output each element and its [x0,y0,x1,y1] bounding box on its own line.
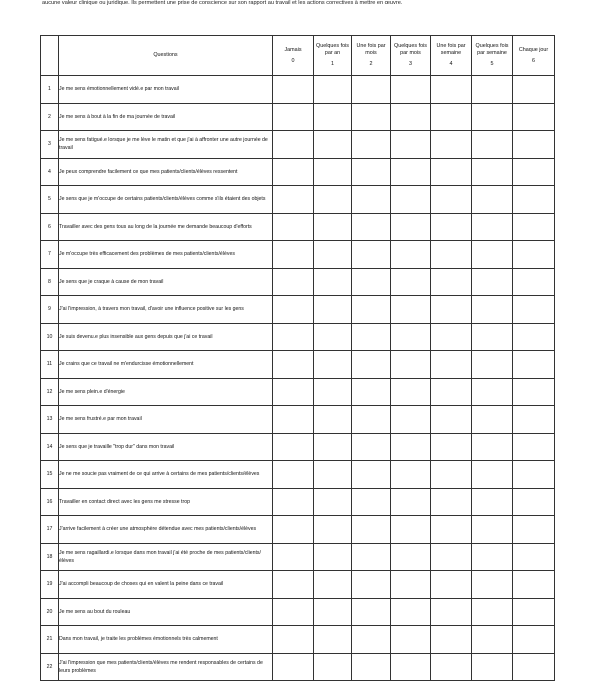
header-col-label: Quelques fois par an [316,43,349,56]
answer-cell[interactable] [352,296,391,324]
answer-cell[interactable] [352,378,391,406]
answer-cell[interactable] [513,598,555,626]
answer-cell[interactable] [352,516,391,544]
answer-cell[interactable] [273,626,314,654]
row-number: 17 [41,516,59,544]
question-text: Je me sens au bout du rouleau [59,598,273,626]
question-text: Dans mon travail, je traite les problèmes émotionnels très calmement [59,626,273,654]
answer-cell[interactable] [472,158,513,186]
answer-cell[interactable] [391,653,431,681]
answer-cell[interactable] [431,76,472,104]
table-row [41,296,555,324]
answer-cell[interactable] [273,213,314,241]
answer-cell[interactable] [513,406,555,434]
table-row [41,626,555,654]
answer-cell[interactable] [273,186,314,214]
answer-cell[interactable] [352,213,391,241]
answer-cell[interactable] [391,213,431,241]
row-number: 10 [41,323,59,351]
answer-cell[interactable] [513,296,555,324]
answer-cell[interactable] [431,158,472,186]
answer-cell[interactable] [314,131,352,159]
answer-cell[interactable] [273,543,314,571]
answer-cell[interactable] [314,488,352,516]
table-row [41,516,555,544]
answer-cell[interactable] [431,598,472,626]
answer-cell[interactable] [314,103,352,131]
answer-cell[interactable] [352,598,391,626]
table-row [41,433,555,461]
answer-cell[interactable] [314,268,352,296]
header-col-value: 3 [409,61,412,67]
answer-cell[interactable] [472,461,513,489]
answer-cell[interactable] [273,433,314,461]
answer-cell[interactable] [472,131,513,159]
answer-cell[interactable] [472,488,513,516]
question-text: Je me sens plein.e d'énergie [59,378,273,406]
row-number: 20 [41,598,59,626]
answer-cell[interactable] [513,626,555,654]
answer-cell[interactable] [431,131,472,159]
answer-cell[interactable] [352,406,391,434]
answer-cell[interactable] [513,653,555,681]
answer-cell[interactable] [431,543,472,571]
answer-cell[interactable] [431,461,472,489]
answer-cell[interactable] [314,461,352,489]
header-col-value: 4 [449,61,453,67]
answer-cell[interactable] [314,323,352,351]
answer-cell[interactable] [391,351,431,379]
answer-cell[interactable] [431,653,472,681]
answer-cell[interactable] [314,378,352,406]
header-col-5 [472,36,513,76]
answer-cell[interactable] [273,351,314,379]
answer-cell[interactable] [513,571,555,599]
answer-cell[interactable] [314,433,352,461]
answer-cell[interactable] [352,433,391,461]
answer-cell[interactable] [472,598,513,626]
table-row [41,268,555,296]
answer-cell[interactable] [314,543,352,571]
header-col-label: Une fois par semaine [436,43,466,56]
answer-cell[interactable] [391,76,431,104]
answer-cell[interactable] [513,241,555,269]
row-number: 9 [41,296,59,324]
answer-cell[interactable] [352,103,391,131]
question-text: Je sens que je m'occupe de certains patients/clients/élèves comme s'ils étaient des objets [59,186,273,214]
answer-cell[interactable] [431,296,472,324]
answer-cell[interactable] [314,213,352,241]
answer-cell[interactable] [273,103,314,131]
answer-cell[interactable] [472,213,513,241]
question-text: J'ai l'impression que mes patients/clients/élèves me rendent responsables de certains de leurs problèmes [59,653,273,681]
row-number: 14 [41,433,59,461]
header-col-1 [314,36,352,76]
header-col-value: 6 [532,57,535,64]
answer-cell[interactable] [352,488,391,516]
answer-cell[interactable] [273,76,314,104]
answer-cell[interactable] [431,213,472,241]
answer-cell[interactable] [314,516,352,544]
answer-cell[interactable] [391,268,431,296]
answer-cell[interactable] [513,186,555,214]
answer-cell[interactable] [352,241,391,269]
answer-cell[interactable] [431,186,472,214]
table-row [41,323,555,351]
answer-cell[interactable] [431,351,472,379]
header-col-value: 0 [291,57,295,64]
answer-cell[interactable] [513,351,555,379]
header-col-label: Une fois par mois [356,43,386,56]
answer-cell[interactable] [391,543,431,571]
question-text: J'ai accompli beaucoup de choses qui en valent la peine dans ce travail [59,571,273,599]
answer-cell[interactable] [431,323,472,351]
row-number: 18 [41,543,59,571]
survey-table [40,35,555,681]
row-number: 6 [41,213,59,241]
answer-cell[interactable] [273,158,314,186]
question-text: Je peux comprendre facilement ce que mes patients/clients/élèves ressentent [59,158,273,186]
row-number: 21 [41,626,59,654]
question-text: Travailler avec des gens tous au long de la journée me demande beaucoup d'efforts [59,213,273,241]
answer-cell[interactable] [513,103,555,131]
answer-cell[interactable] [273,653,314,681]
answer-cell[interactable] [314,598,352,626]
answer-cell[interactable] [472,103,513,131]
answer-cell[interactable] [273,131,314,159]
question-text: J'arrive facilement à créer une atmosphère détendue avec mes patients/clients/élèves [59,516,273,544]
answer-cell[interactable] [352,186,391,214]
answer-cell[interactable] [431,488,472,516]
answer-cell[interactable] [431,241,472,269]
header-num-cell [41,36,59,76]
answer-cell[interactable] [513,378,555,406]
question-text: Je me sens frustré.e par mon travail [59,406,273,434]
answer-cell[interactable] [391,296,431,324]
answer-cell[interactable] [472,406,513,434]
answer-cell[interactable] [472,571,513,599]
row-number: 15 [41,461,59,489]
answer-cell[interactable] [472,268,513,296]
row-number: 7 [41,241,59,269]
row-number: 8 [41,268,59,296]
row-number: 19 [41,571,59,599]
answer-cell[interactable] [314,186,352,214]
header-col-label: Quelques fois par semaine [475,43,509,56]
answer-cell[interactable] [273,516,314,544]
answer-cell[interactable] [472,351,513,379]
table-row [41,76,555,104]
answer-cell[interactable] [513,268,555,296]
answer-cell[interactable] [352,323,391,351]
question-text: Je ne me soucie pas vraiment de ce qui arrive à certains de mes patients/clients/élèves [59,461,273,489]
question-text: Travailler en contact direct avec les gens me stresse trop [59,488,273,516]
question-text: Je suis devenu.e plus insensible aux gens depuis que j'ai ce travail [59,323,273,351]
answer-cell[interactable] [391,571,431,599]
answer-cell[interactable] [513,516,555,544]
question-text: Je me sens à bout à la fin de ma journée de travail [59,103,273,131]
answer-cell[interactable] [472,378,513,406]
answer-cell[interactable] [391,406,431,434]
intro-text: aucune valeur clinique ou juridique. Ils permettent une prise de conscience sur son rapport au travail et les actions correctives à mettre en œuvre. [42,0,403,6]
answer-cell[interactable] [472,76,513,104]
answer-cell[interactable] [431,433,472,461]
answer-cell[interactable] [391,516,431,544]
question-text: Je crains que ce travail ne m'endurcisse émotionnellement [59,351,273,379]
answer-cell[interactable] [391,598,431,626]
table-row [41,158,555,186]
table-row [41,213,555,241]
header-col-label: Jamais [284,46,302,53]
answer-cell[interactable] [391,103,431,131]
answer-cell[interactable] [352,653,391,681]
answer-cell[interactable] [352,626,391,654]
answer-cell[interactable] [391,186,431,214]
answer-cell[interactable] [513,213,555,241]
answer-cell[interactable] [273,571,314,599]
answer-cell[interactable] [352,76,391,104]
table-row [41,653,555,681]
answer-cell[interactable] [472,433,513,461]
answer-cell[interactable] [314,296,352,324]
row-number: 2 [41,103,59,131]
answer-cell[interactable] [391,626,431,654]
answer-cell[interactable] [431,268,472,296]
answer-cell[interactable] [431,571,472,599]
answer-cell[interactable] [314,571,352,599]
answer-cell[interactable] [431,378,472,406]
survey-body [41,76,555,681]
row-number: 1 [41,76,59,104]
row-number: 5 [41,186,59,214]
answer-cell[interactable] [391,461,431,489]
answer-cell[interactable] [513,543,555,571]
answer-cell[interactable] [352,351,391,379]
table-row [41,406,555,434]
answer-cell[interactable] [472,653,513,681]
answer-cell[interactable] [472,543,513,571]
answer-cell[interactable] [273,406,314,434]
table-row [41,186,555,214]
answer-cell[interactable] [314,76,352,104]
header-col-6 [513,36,555,76]
header-col-3 [391,36,431,76]
answer-cell[interactable] [273,296,314,324]
answer-cell[interactable] [431,406,472,434]
answer-cell[interactable] [472,626,513,654]
answer-cell[interactable] [352,543,391,571]
table-row [41,598,555,626]
question-text: Je me sens fatigué.e lorsque je me lève le matin et que j'ai à affronter une autre journée de travail [59,131,273,159]
table-row [41,488,555,516]
answer-cell[interactable] [431,516,472,544]
question-text: Je m'occupe très efficacement des problèmes de mes patients/clients/élèves [59,241,273,269]
answer-cell[interactable] [513,76,555,104]
answer-cell[interactable] [513,488,555,516]
header-col-4 [431,36,472,76]
row-number: 22 [41,653,59,681]
answer-cell[interactable] [273,461,314,489]
answer-cell[interactable] [431,626,472,654]
answer-cell[interactable] [513,461,555,489]
question-text: Je me sens ragaillardi.e lorsque dans mon travail j'ai été proche de mes patients/clients/élèves [59,543,273,571]
answer-cell[interactable] [273,488,314,516]
answer-cell[interactable] [352,158,391,186]
answer-cell[interactable] [314,241,352,269]
answer-cell[interactable] [391,131,431,159]
answer-cell[interactable] [391,378,431,406]
answer-cell[interactable] [314,653,352,681]
header-col-label: Quelques fois par mois [394,43,427,56]
answer-cell[interactable] [472,241,513,269]
answer-cell[interactable] [273,241,314,269]
table-row [41,543,555,571]
answer-cell[interactable] [273,268,314,296]
row-number: 11 [41,351,59,379]
answer-cell[interactable] [472,323,513,351]
header-col-value: 1 [331,61,334,67]
header-col-2 [352,36,391,76]
answer-cell[interactable] [314,158,352,186]
answer-cell[interactable] [472,516,513,544]
answer-cell[interactable] [352,131,391,159]
questions-header: Questions [59,36,273,76]
row-number: 3 [41,131,59,159]
row-number: 12 [41,378,59,406]
answer-cell[interactable] [352,461,391,489]
question-text: Je sens que je travaille "trop dur" dans mon travail [59,433,273,461]
answer-cell[interactable] [431,103,472,131]
answer-cell[interactable] [273,598,314,626]
question-text: Je me sens émotionnellement vidé.e par mon travail [59,76,273,104]
answer-cell[interactable] [391,241,431,269]
header-col-value: 2 [369,61,373,67]
question-text: J'ai l'impression, à travers mon travail, d'avoir une influence positive sur les gens [59,296,273,324]
table-row [41,241,555,269]
answer-cell[interactable] [352,268,391,296]
table-row [41,571,555,599]
answer-cell[interactable] [513,158,555,186]
header-col-0 [273,36,314,76]
answer-cell[interactable] [391,323,431,351]
answer-cell[interactable] [314,351,352,379]
row-number: 4 [41,158,59,186]
answer-cell[interactable] [352,571,391,599]
row-number: 13 [41,406,59,434]
answer-cell[interactable] [314,626,352,654]
answer-cell[interactable] [472,186,513,214]
answer-cell[interactable] [391,158,431,186]
answer-cell[interactable] [273,323,314,351]
header-col-value: 5 [490,61,494,67]
answer-cell[interactable] [472,296,513,324]
answer-cell[interactable] [391,433,431,461]
answer-cell[interactable] [513,323,555,351]
answer-cell[interactable] [513,131,555,159]
table-row [41,103,555,131]
answer-cell[interactable] [314,406,352,434]
table-row [41,351,555,379]
answer-cell[interactable] [273,378,314,406]
answer-cell[interactable] [513,433,555,461]
table-row [41,131,555,159]
header-col-label: Chaque jour [518,46,549,53]
table-row [41,461,555,489]
table-row [41,378,555,406]
answer-cell[interactable] [391,488,431,516]
header-row [41,36,555,76]
row-number: 16 [41,488,59,516]
question-text: Je sens que je craque à cause de mon travail [59,268,273,296]
